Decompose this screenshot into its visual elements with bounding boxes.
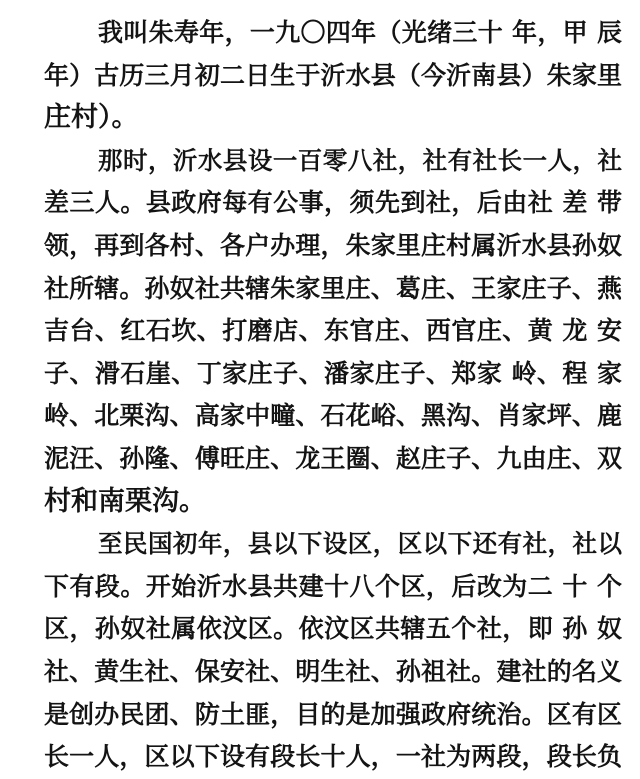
text-line-11: 泥汪、孙隆、傅旺庄、龙王圈、赵庄子、九由庄、双 xyxy=(44,443,622,473)
text-line-10: 岭、北栗沟、高家中疃、石花峪、黑沟、肖家坪、鹿 xyxy=(44,401,622,431)
text-line-1: 我叫朱寿年，一九〇四年（光绪三十 年，甲 辰 xyxy=(98,18,622,47)
text-line-6: 领，再到各村、各户办理，朱家里庄村属沂水县孙奴 xyxy=(44,230,622,260)
text-line-16: 社、黄生社、保安社、明生社、孙祖社。建社的名义 xyxy=(44,656,622,686)
text-line-9: 子、滑石崖、丁家庄子、潘家庄子、郑家 岭、程 家 xyxy=(44,358,622,388)
text-line-7: 社所辖。孙奴社共辖朱家里庄、葛庄、王家庄子、燕 xyxy=(44,273,622,303)
document-body xyxy=(44,12,622,779)
text-line-4: 那时，沂水县设一百零八社，社有社长一人，社 xyxy=(98,145,622,175)
text-line-12: 村和南栗沟。 xyxy=(44,485,206,517)
text-line-3: 庄村）。 xyxy=(44,102,139,134)
text-line-5: 差三人。县政府每有公事，须先到社，后由社 差 带 xyxy=(44,188,622,218)
text-line-17: 是创办民团、防土匪，目的是加强政府统治。区有区 xyxy=(44,699,622,729)
text-line-8: 吉台、红石坎、打磨店、东官庄、西官庄、黄 龙 安 xyxy=(44,316,622,346)
text-line-14: 下有段。开始沂水县共建十八个区，后改为二 十 个 xyxy=(44,571,622,601)
text-line-15: 区，孙奴社属依汶区。依汶区共辖五个社，即 孙 奴 xyxy=(44,614,622,644)
text-line-2: 年）古历三月初二日生于沂水县（今沂南县）朱家里 xyxy=(44,60,622,90)
text-line-13: 至民国初年，县以下设区，区以下还有社，社以 xyxy=(98,529,622,559)
text-line-18: 长一人，区以下设有段长十人，一社为两段，段长负 xyxy=(44,742,622,772)
